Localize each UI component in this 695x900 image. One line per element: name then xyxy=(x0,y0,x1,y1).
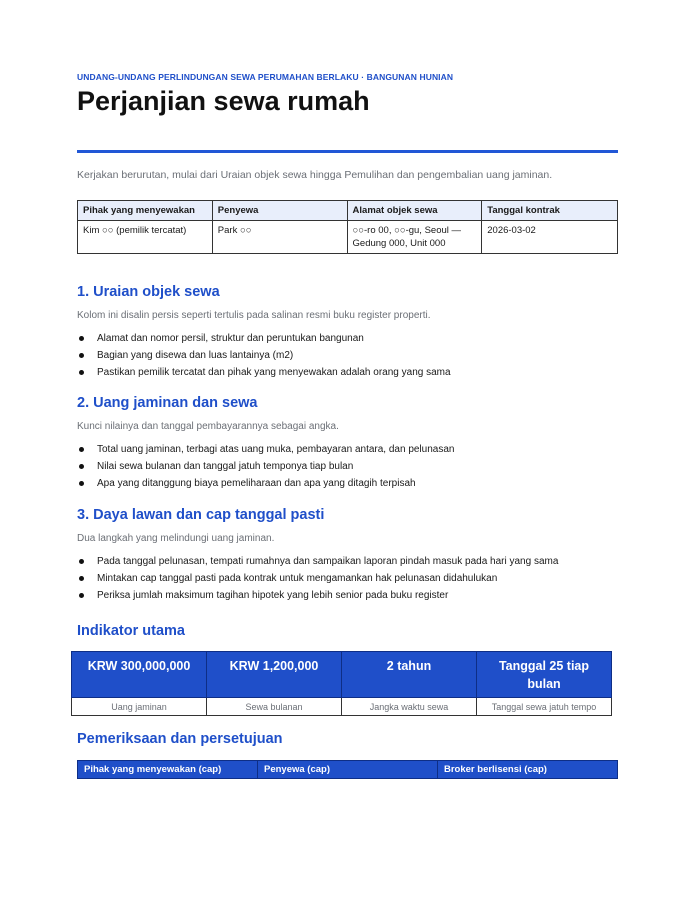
list-item-text: Mintakan cap tanggal pasti pada kontrak untuk mengamankan hak pelunasan didahulukan xyxy=(97,573,498,584)
indicator-values-row xyxy=(72,652,612,698)
list-item-text: Alamat dan nomor persil, struktur dan peruntukan bangunan xyxy=(97,333,364,344)
indicator-term-value: 2 tahun xyxy=(342,652,477,698)
bullet-icon xyxy=(79,559,84,564)
bullet-icon xyxy=(79,481,84,486)
indicator-term-label: Jangka waktu sewa xyxy=(342,698,477,716)
list-item-text: Bagian yang disewa dan luas lantainya (m2) xyxy=(97,350,294,361)
header-cell-contract-date: Tanggal kontrak xyxy=(482,201,618,221)
list-item xyxy=(77,458,618,475)
bullet-icon xyxy=(79,593,84,598)
section-deposit-and-rent xyxy=(77,395,618,492)
list-item xyxy=(77,441,618,458)
list-item xyxy=(77,347,618,364)
list-item xyxy=(77,553,618,570)
cell-address: ○○-ro 00, ○○-gu, Seoul — Gedung 000, Unit 000 xyxy=(347,221,482,254)
cell-tenant: Park ○○ xyxy=(212,221,347,254)
page-title: Perjanjian sewa rumah xyxy=(77,86,370,116)
section-subtitle: Kolom ini disalin persis seperti tertulis pada salinan resmi buku register properti. xyxy=(77,310,431,321)
list-item xyxy=(77,475,618,492)
list-item-text: Nilai sewa bulanan dan tanggal jatuh temponya tiap bulan xyxy=(97,461,354,472)
intro-text: Kerjakan berurutan, mulai dari Uraian objek sewa hingga Pemulihan dan pengembalian uang jaminan. xyxy=(77,169,553,181)
section-list xyxy=(77,330,618,381)
section-property-description xyxy=(77,284,618,381)
signature-table xyxy=(77,760,618,779)
section-subtitle: Kunci nilainya dan tanggal pembayarannya sebagai angka. xyxy=(77,421,339,432)
indicator-labels-row xyxy=(72,698,612,716)
bullet-icon xyxy=(79,464,84,469)
signature-landlord-column: Pihak yang menyewakan (cap) xyxy=(78,761,258,779)
title-divider xyxy=(77,150,618,153)
section-list xyxy=(77,553,618,604)
section-subtitle: Dua langkah yang melindungi uang jaminan. xyxy=(77,533,275,544)
indicator-deposit-value: KRW 300,000,000 xyxy=(72,652,207,698)
indicator-monthly-rent-label: Sewa bulanan xyxy=(207,698,342,716)
list-item xyxy=(77,570,618,587)
list-item-text: Pastikan pemilik tercatat dan pihak yang menyewakan adalah orang yang sama xyxy=(97,367,451,378)
list-item-text: Total uang jaminan, terbagi atas uang muka, pembayaran antara, dan pelunasan xyxy=(97,444,455,455)
bullet-icon xyxy=(79,336,84,341)
signature-tenant-column: Penyewa (cap) xyxy=(258,761,438,779)
header-cell-address: Alamat objek sewa xyxy=(347,201,482,221)
indicators-table xyxy=(71,651,612,716)
parties-table-row xyxy=(78,221,618,254)
cell-landlord: Kim ○○ (pemilik tercatat) xyxy=(78,221,213,254)
cell-contract-date: 2026-03-02 xyxy=(482,221,618,254)
review-heading: Pemeriksaan dan persetujuan xyxy=(77,731,283,747)
list-item xyxy=(77,364,618,381)
section-heading: 2. Uang jaminan dan sewa xyxy=(77,395,258,411)
bullet-icon xyxy=(79,447,84,452)
list-item-text: Periksa jumlah maksimum tagihan hipotek yang lebih senior pada buku register xyxy=(97,590,449,601)
parties-table xyxy=(77,200,618,254)
indicator-deposit-label: Uang jaminan xyxy=(72,698,207,716)
header-cell-tenant: Penyewa xyxy=(212,201,347,221)
section-heading: 1. Uraian objek sewa xyxy=(77,284,220,300)
section-opposability xyxy=(77,507,618,604)
bullet-icon xyxy=(79,370,84,375)
bullet-icon xyxy=(79,353,84,358)
indicator-monthly-rent-value: KRW 1,200,000 xyxy=(207,652,342,698)
indicators-heading: Indikator utama xyxy=(77,623,185,639)
signature-header-row xyxy=(78,761,618,779)
list-item xyxy=(77,587,618,604)
bullet-icon xyxy=(79,576,84,581)
document-eyebrow: UNDANG-UNDANG PERLINDUNGAN SEWA PERUMAHAN BERLAKU · BANGUNAN HUNIAN xyxy=(77,72,454,82)
list-item xyxy=(77,330,618,347)
list-item-text: Pada tanggal pelunasan, tempati rumahnya dan sampaikan laporan pindah masuk pada hari yang sama xyxy=(97,556,559,567)
list-item-text: Apa yang ditanggung biaya pemeliharaan dan apa yang ditagih terpisah xyxy=(97,478,416,489)
parties-table-header-row xyxy=(78,201,618,221)
signature-broker-column: Broker berlisensi (cap) xyxy=(438,761,618,779)
indicator-due-date-label: Tanggal sewa jatuh tempo xyxy=(477,698,612,716)
section-list xyxy=(77,441,618,492)
section-heading: 3. Daya lawan dan cap tanggal pasti xyxy=(77,507,325,523)
indicator-due-date-value: Tanggal 25 tiap bulan xyxy=(477,652,612,698)
header-cell-landlord: Pihak yang menyewakan xyxy=(78,201,213,221)
